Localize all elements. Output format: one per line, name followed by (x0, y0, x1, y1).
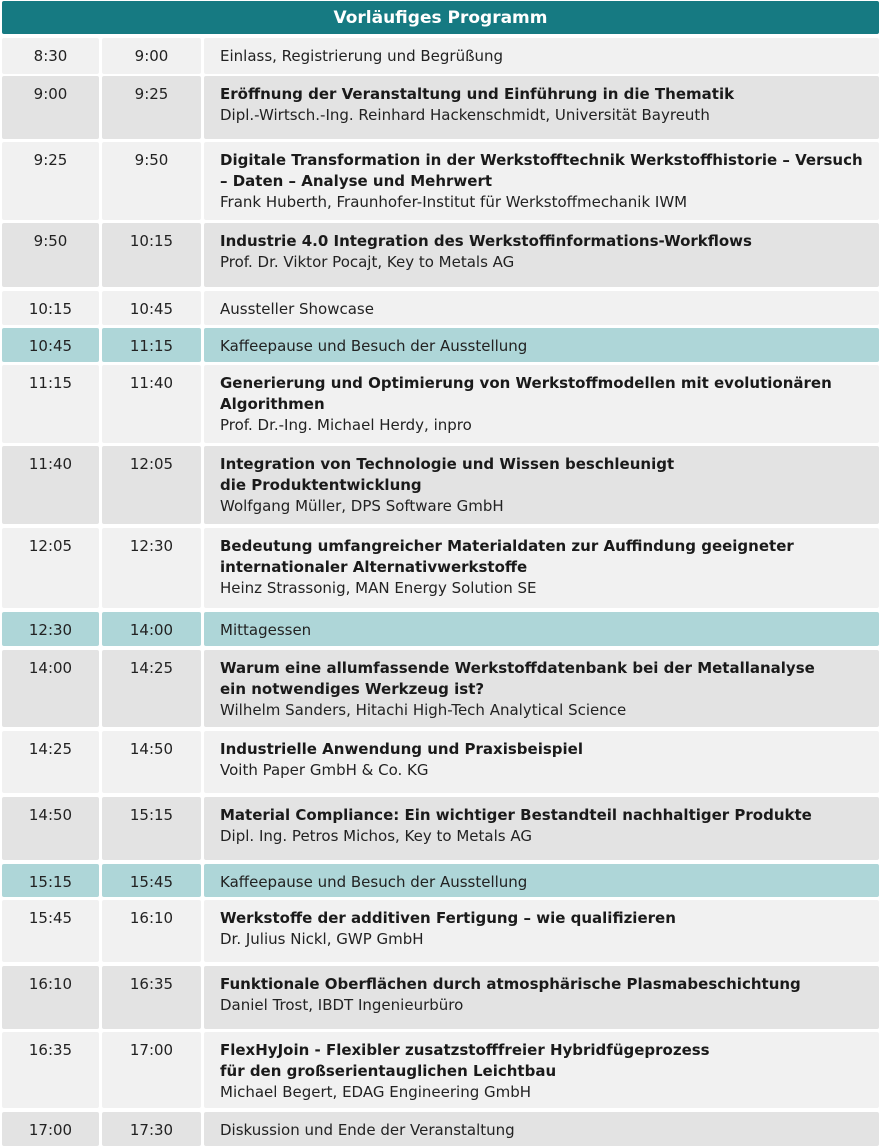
start-time: 10:45 (2, 328, 99, 362)
schedule-row (2, 446, 879, 524)
session-title-line: Warum eine allumfassende Werkstoffdatenbank bei der Metallanalyse (220, 659, 815, 677)
break-text: Mittagessen (204, 612, 879, 646)
session-title-line: die Produktentwicklung (220, 476, 422, 494)
end-time: 15:45 (102, 864, 201, 897)
session-title-line: internationaler Alternativwerkstoffe (220, 558, 528, 576)
session-title-line: Bedeutung umfangreicher Materialdaten zur Auffindung geeigneter (220, 537, 794, 555)
session-title: Industrie 4.0 Integration des Werkstoffinformations-Workflows (220, 232, 752, 250)
session-cell (204, 223, 879, 287)
session-text: Diskussion und Ende der Veranstaltung (204, 1112, 879, 1146)
session-title-line: Algorithmen (220, 395, 325, 413)
session-cell (204, 142, 879, 220)
end-time: 9:50 (102, 142, 201, 220)
schedule-row (2, 142, 879, 220)
schedule-row (2, 797, 879, 860)
end-time: 14:00 (102, 612, 201, 646)
end-time: 16:10 (102, 900, 201, 962)
program-header (2, 1, 879, 34)
session-title-line: Digitale Transformation in der Werkstofftechnik Werkstoffhistorie – Versuch (220, 151, 863, 169)
break-row (2, 612, 879, 646)
session-speaker: Michael Begert, EDAG Engineering GmbH (220, 1083, 532, 1101)
end-time: 12:30 (102, 528, 201, 608)
start-time: 10:15 (2, 291, 99, 325)
session-speaker: Prof. Dr. Viktor Pocajt, Key to Metals AG (220, 253, 515, 271)
start-time: 11:40 (2, 446, 99, 524)
schedule-row (2, 650, 879, 727)
start-time: 12:05 (2, 528, 99, 608)
start-time: 9:00 (2, 76, 99, 139)
end-time: 17:30 (102, 1112, 201, 1146)
session-title-line: Generierung und Optimierung von Werkstoffmodellen mit evolutionären (220, 374, 832, 392)
schedule-row (2, 966, 879, 1029)
session-cell (204, 76, 879, 139)
session-title-line: Integration von Technologie und Wissen beschleunigt (220, 455, 675, 473)
session-cell (204, 528, 879, 608)
break-text: Kaffeepause und Besuch der Ausstellung (204, 864, 879, 897)
schedule-row (2, 291, 879, 325)
session-speaker: Wilhelm Sanders, Hitachi High-Tech Analytical Science (220, 701, 627, 719)
session-speaker: Heinz Strassonig, MAN Energy Solution SE (220, 579, 537, 597)
session-title: Material Compliance: Ein wichtiger Bestandteil nachhaltiger Produkte (220, 806, 812, 824)
start-time: 11:15 (2, 365, 99, 443)
start-time: 14:50 (2, 797, 99, 860)
session-speaker: Frank Huberth, Fraunhofer-Institut für Werkstoffmechanik IWM (220, 193, 688, 211)
schedule-row (2, 223, 879, 287)
session-title-line: für den großserientauglichen Leichtbau (220, 1062, 557, 1080)
start-time: 15:15 (2, 864, 99, 897)
end-time: 12:05 (102, 446, 201, 524)
start-time: 17:00 (2, 1112, 99, 1146)
session-cell (204, 365, 879, 443)
session-speaker: Dr. Julius Nickl, GWP GmbH (220, 930, 424, 948)
end-time: 9:25 (102, 76, 201, 139)
session-text: Aussteller Showcase (204, 291, 879, 325)
start-time: 16:35 (2, 1032, 99, 1108)
end-time: 10:45 (102, 291, 201, 325)
session-speaker: Wolfgang Müller, DPS Software GmbH (220, 497, 504, 515)
session-title-line: ein notwendiges Werkzeug ist? (220, 680, 485, 698)
session-speaker: Daniel Trost, IBDT Ingenieurbüro (220, 996, 464, 1014)
start-time: 16:10 (2, 966, 99, 1029)
end-time: 17:00 (102, 1032, 201, 1108)
session-title: Eröffnung der Veranstaltung und Einführung in die Thematik (220, 85, 735, 103)
break-row (2, 864, 879, 897)
start-time: 14:00 (2, 650, 99, 727)
session-title: Funktionale Oberflächen durch atmosphärische Plasmabeschichtung (220, 975, 801, 993)
end-time: 16:35 (102, 966, 201, 1029)
end-time: 14:25 (102, 650, 201, 727)
program-title: Vorläufiges Programm (333, 7, 548, 28)
schedule-row (2, 38, 879, 74)
start-time: 9:50 (2, 223, 99, 287)
start-time: 8:30 (2, 38, 99, 74)
session-cell (204, 650, 879, 727)
session-cell (204, 446, 879, 524)
session-cell (204, 966, 879, 1029)
schedule-row (2, 731, 879, 793)
session-speaker: Voith Paper GmbH & Co. KG (220, 761, 429, 779)
session-title: Industrielle Anwendung und Praxisbeispiel (220, 740, 583, 758)
schedule-row (2, 1032, 879, 1108)
end-time: 10:15 (102, 223, 201, 287)
session-speaker: Dipl. Ing. Petros Michos, Key to Metals AG (220, 827, 532, 845)
start-time: 12:30 (2, 612, 99, 646)
session-speaker: Prof. Dr.-Ing. Michael Herdy, inpro (220, 416, 472, 434)
break-row (2, 328, 879, 362)
end-time: 14:50 (102, 731, 201, 793)
schedule-row (2, 76, 879, 139)
session-title: Werkstoffe der additiven Fertigung – wie qualifizieren (220, 909, 676, 927)
end-time: 15:15 (102, 797, 201, 860)
session-title-line: FlexHyJoin - Flexibler zusatzstofffreier Hybridfügeprozess (220, 1041, 710, 1059)
end-time: 11:15 (102, 328, 201, 362)
session-title-line: – Daten – Analyse und Mehrwert (220, 172, 493, 190)
schedule-row (2, 1112, 879, 1146)
schedule-row (2, 365, 879, 443)
end-time: 9:00 (102, 38, 201, 74)
start-time: 14:25 (2, 731, 99, 793)
schedule-row (2, 900, 879, 962)
session-speaker: Dipl.-Wirtsch.-Ing. Reinhard Hackenschmidt, Universität Bayreuth (220, 106, 710, 124)
start-time: 15:45 (2, 900, 99, 962)
session-cell (204, 731, 879, 793)
session-text: Einlass, Registrierung und Begrüßung (204, 38, 879, 74)
session-cell (204, 797, 879, 860)
break-text: Kaffeepause und Besuch der Ausstellung (204, 328, 879, 362)
end-time: 11:40 (102, 365, 201, 443)
session-cell (204, 900, 879, 962)
start-time: 9:25 (2, 142, 99, 220)
session-cell (204, 1032, 879, 1108)
schedule-row (2, 528, 879, 608)
